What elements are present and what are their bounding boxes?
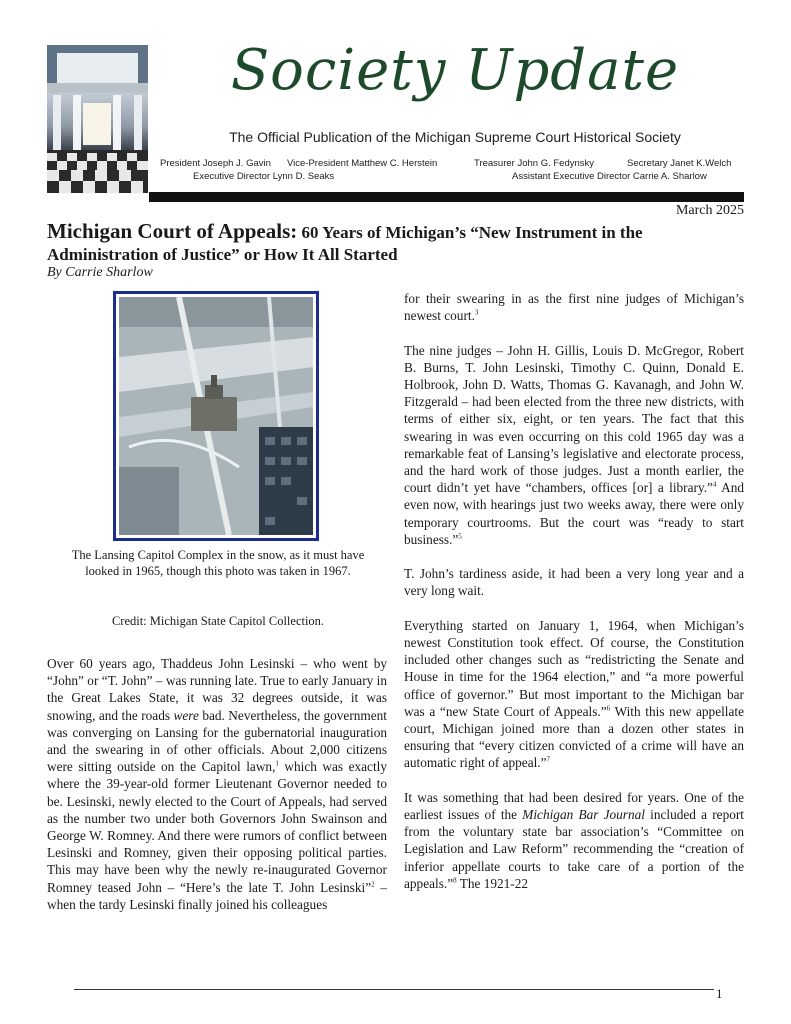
article-column-left	[47, 655, 387, 913]
executive-director-name: Executive Director Lynn D. Seaks	[193, 171, 335, 182]
footnote-ref: 8	[453, 876, 457, 885]
article-headline	[47, 220, 747, 266]
paragraph: for their swearing in as the first nine judges of Michigan’s newest court.$^3$	[404, 291, 744, 324]
journal-title: Michigan Bar Journal	[522, 807, 645, 823]
newsletter-title: Society Update	[230, 38, 680, 103]
footnote-ref: 2	[371, 880, 375, 889]
article-column-right	[404, 290, 744, 892]
headline-sub: 60 Years of Michigan’s “New Instrument in the Administration of Justice” or How It All Started	[47, 223, 643, 264]
byline: By Carrie Sharlow	[47, 265, 153, 280]
footnote-ref: 4	[712, 480, 717, 489]
footnote-ref: 7	[546, 756, 551, 765]
headline-main: Michigan Court of Appeals:	[47, 219, 298, 243]
treasurer-name: Treasurer John G. Fedynsky	[474, 158, 595, 169]
footnote-ref: 6	[606, 704, 611, 713]
footnote-ref: 5	[458, 532, 462, 541]
secretary-name: Secretary Janet K.Welch	[627, 158, 732, 169]
paragraph: The nine judges – John H. Gillis, Louis D. McGregor, Robert B. Burns, T. John Lesinski, Timothy C. Quinn, Donald E. Holbrook, John D. Watts, Thomas G. Kavanagh, and John W. Fitzgerald – had been elected from the three new districts, with terms of either six, eight, or ten years. The fact that this swearing in was even occurring on this cold 1965 day was a remarkable feat of Lansing’s legislative and electorate process, and the hard work of those judges. Just a month earlier, the court didn’t yet have “chambers, offices [or] a library.”$^4$ And even now, with hearings just two weeks away, there were only temporary courtrooms. But the court was “ready to start business.”$^5$	[404, 342, 744, 547]
capitol-photo	[113, 291, 319, 541]
assistant-executive-director-name: Assistant Executive Director Carrie A. Sharlow	[512, 171, 707, 182]
newsletter-subtitle: The Official Publication of the Michigan Supreme Court Historical Society	[229, 129, 681, 145]
emphasis: were	[173, 707, 199, 723]
page-number: 1	[716, 986, 723, 1001]
footnote-ref: 1	[275, 759, 279, 768]
masthead-rotunda-photo	[47, 45, 148, 193]
photo-credit: Credit: Michigan State Capitol Collection.	[111, 614, 325, 628]
issue-date: March 2025	[675, 203, 744, 218]
masthead-divider	[149, 192, 744, 202]
photo-caption: The Lansing Capitol Complex in the snow, as it must have looked in 1965, though this photo was taken in 1967.	[71, 548, 365, 578]
vice-president-name: Vice-President Matthew C. Herstein	[287, 158, 438, 169]
paragraph: Over 60 years ago, Thaddeus John Lesinski – who went by “John” or “T. John” – was running late. True to early January in the Great Lakes State, it was 32 degrees outside, it was snowing, and the roads were bad. Nevertheless, the government was converging on Lansing for the gubernatorial inauguration and the swearing in of other officials. About 2,000 citizens were sitting outside on the Capitol lawn,$^1$ which was exactly where the 39-year-old former Lieutenant Governor needed to be. Lesinski, newly elected to the Court of Appeals, had served as the number two under both Governors John Swainson and George W. Romney. And there were rumors of conflict between Lesinski and Romney, given their opposing political parties. This may have been why the newly re-inaugurated Governor Romney teased John – “Here’s the late T. John Lesinski”$^2$ – when the tardy Lesinski finally joined his colleagues	[47, 656, 387, 912]
footer-rule	[74, 989, 714, 990]
paragraph: It was something that had been desired for years. One of the earliest issues of the Michigan Bar Journal included a report from the voluntary state bar association’s “Committee on Legislation and Law Reform” recommending the “creation of inferior appellate courts to take care of a portion of the appeals.”$^8$ The 1921-22	[404, 789, 744, 891]
paragraph: T. John’s tardiness aside, it had been a very long year and a very long wait.	[404, 566, 744, 599]
president-name: President Joseph J. Gavin	[160, 158, 271, 169]
paragraph: Everything started on January 1, 1964, when Michigan’s newest Constitution took effect. Of course, the Constitution included other changes such as “redistricting the Senate and House in time for the 1964 election,” and “a more powerful office of governor.” But most important to the Michigan bar was a “new State Court of Appeals.”$^6$ With this new appellate court, Michigan joined more than a dozen other states in ensuring that “every citizen convicted of a crime will have an automatic right of appeal.”$^7$	[404, 617, 744, 771]
footnote-ref: 3	[474, 308, 479, 317]
